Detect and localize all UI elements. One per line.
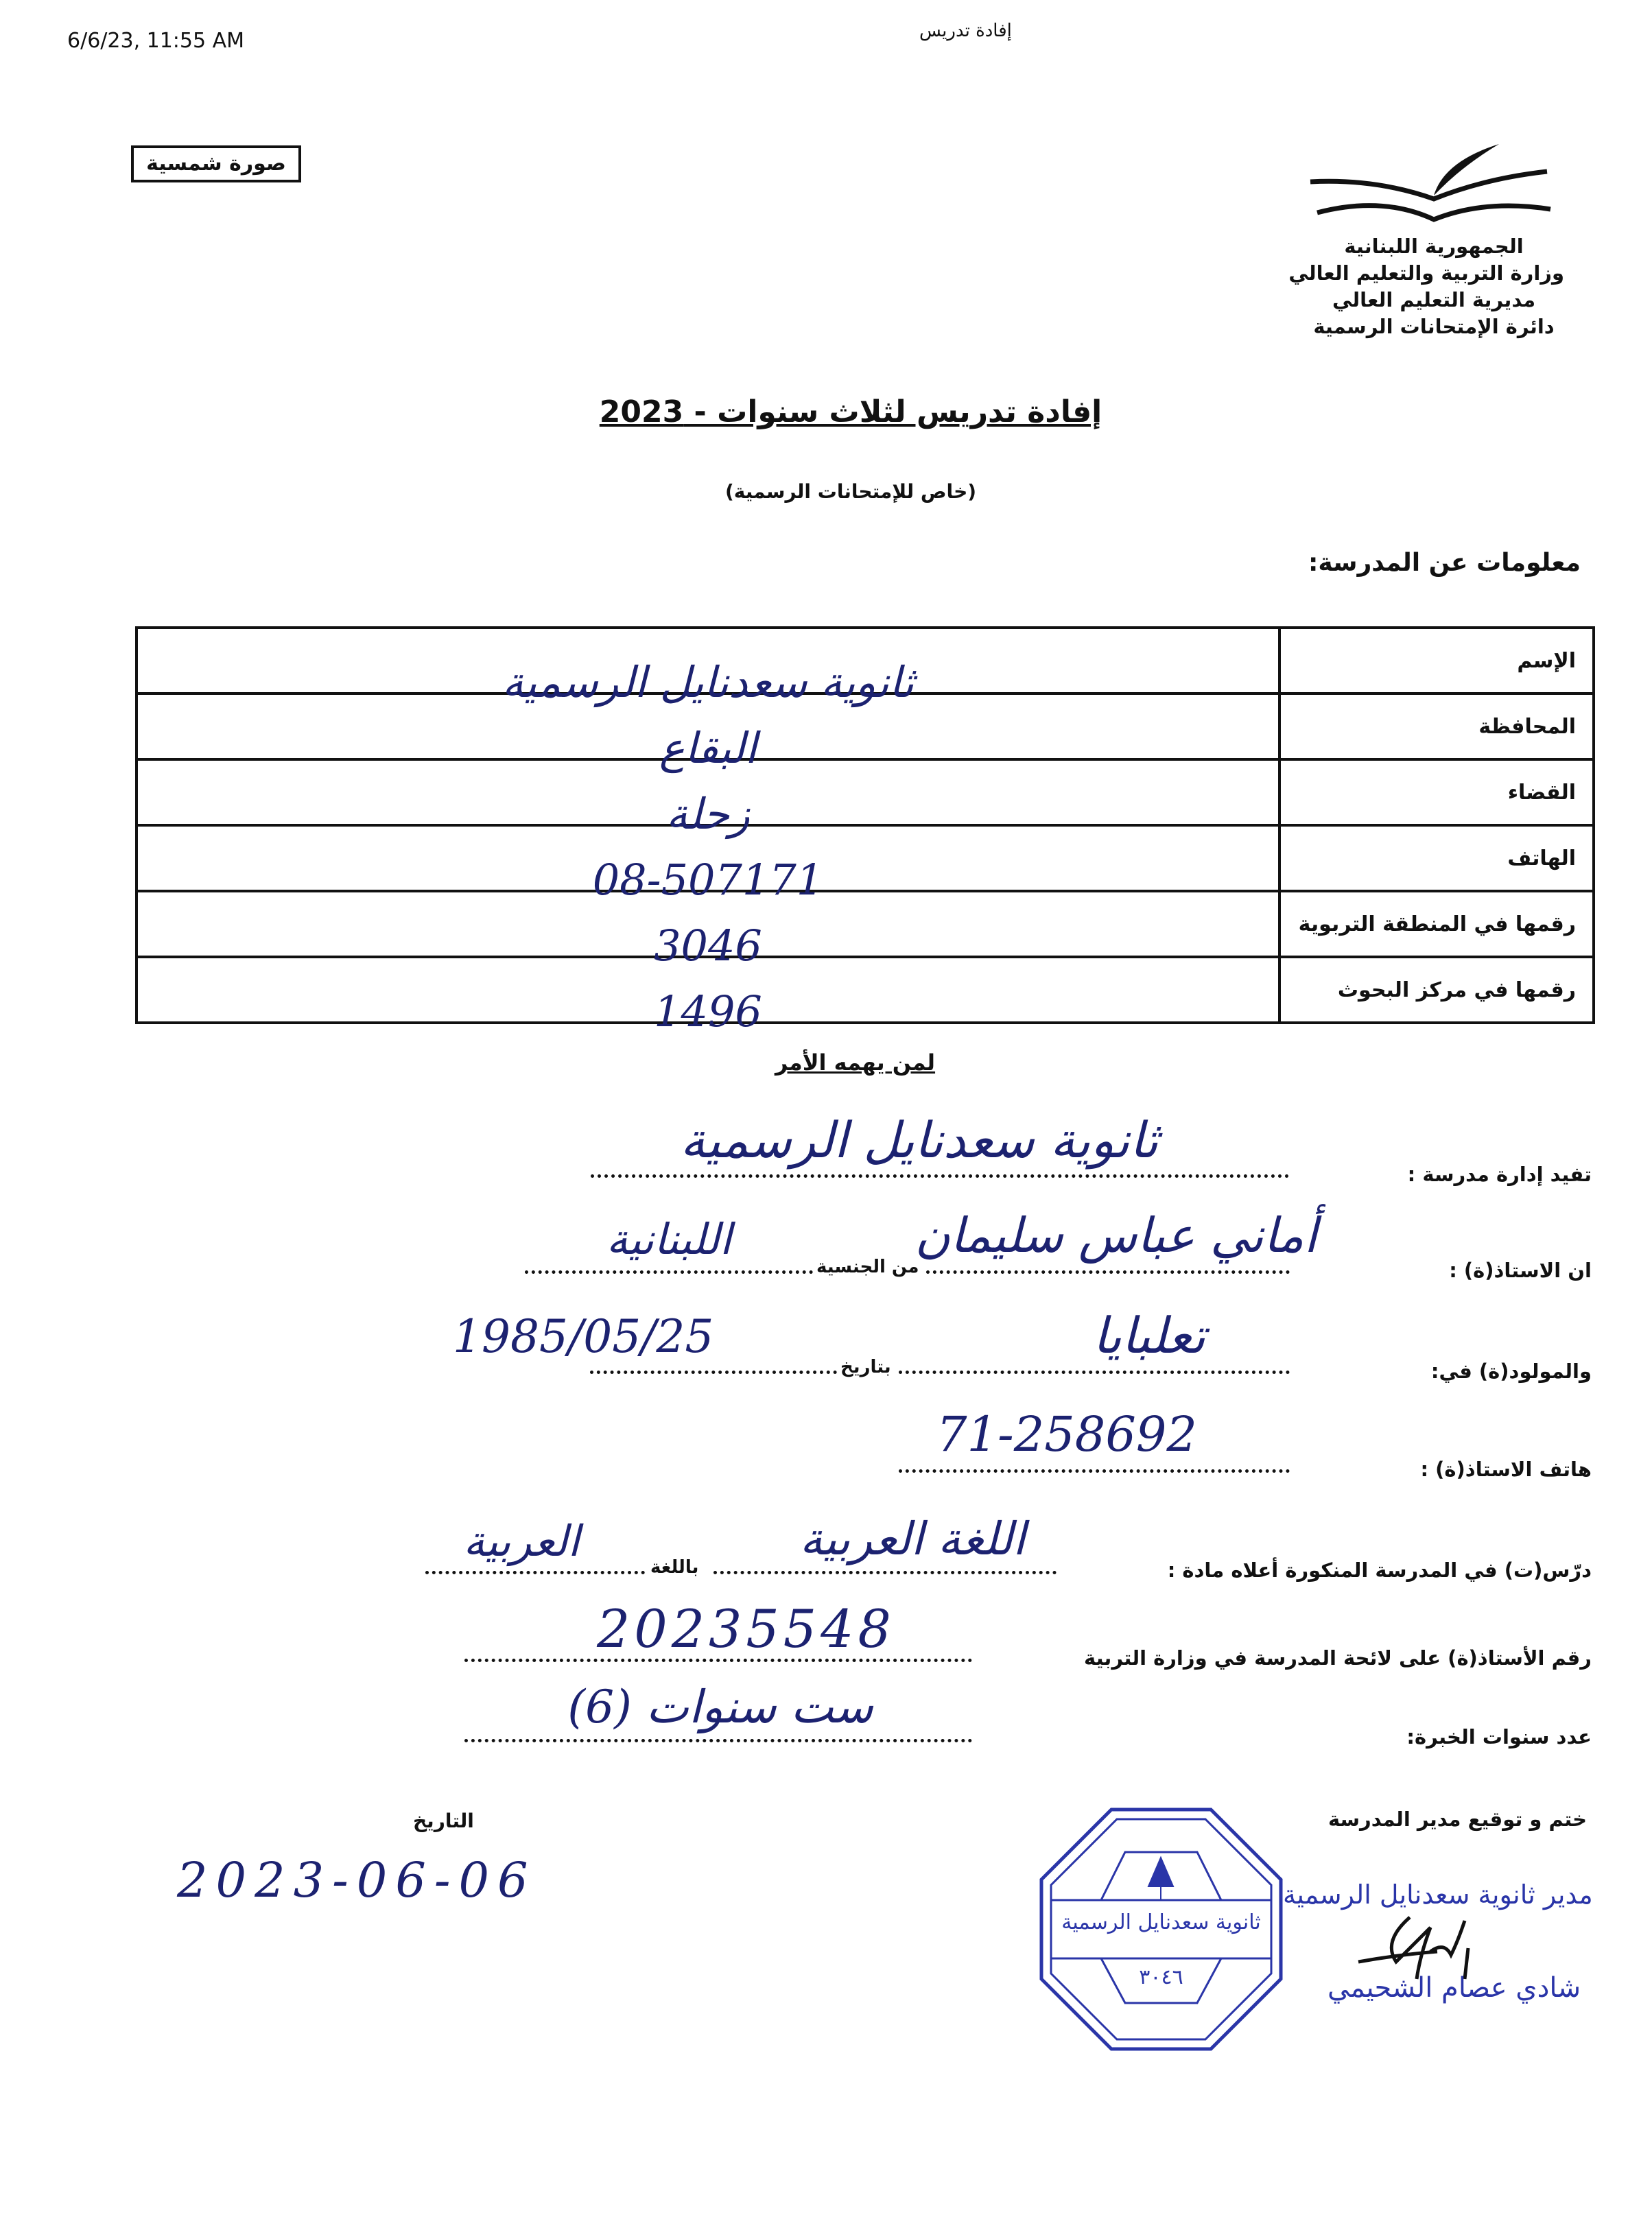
school-label: تفيد إدارة مدرسة : [1407, 1163, 1592, 1186]
birthdate-value: 1985/05/25 [453, 1310, 714, 1363]
print-timestamp: 6/6/23, 11:55 AM [67, 29, 245, 53]
birthplace-value: تعلبايا [1092, 1307, 1206, 1364]
to-whom-heading: لمن يهمه الأمر [775, 1050, 936, 1076]
experience-years-label: عدد سنوات الخبرة: [1406, 1725, 1592, 1749]
school-phone-label: الهاتف [1279, 825, 1594, 891]
nationality-label: من الجنسية [816, 1257, 919, 1277]
table-row [137, 759, 1594, 825]
ministry-line: وزارة التربية والتعليم العالي [1288, 261, 1564, 285]
stamp-center-text: ثانوية سعدنايل الرسمية [1061, 1910, 1261, 1934]
research-center-number-value: 1496 [654, 986, 762, 1036]
cedar-icon [1148, 1858, 1173, 1900]
birthdate-label: بتاريخ [840, 1357, 891, 1377]
school-info-table [135, 626, 1595, 1036]
region-number-value: 3046 [654, 921, 762, 971]
ministry-line: الجمهورية اللبنانية [1344, 235, 1524, 258]
registry-number-value: 20235548 [597, 1598, 895, 1659]
stamp-signature-label: ختم و توقيع مدير المدرسة [1328, 1808, 1587, 1831]
ministry-line: دائرة الإمتحانات الرسمية [1313, 315, 1555, 338]
school-name-value: ثانوية سعدنايل الرسمية [502, 657, 914, 707]
photo-box-label: صورة شمسية [146, 152, 286, 176]
date-label: التاريخ [413, 1810, 474, 1832]
teacher-dotted-line [926, 1270, 1290, 1274]
registry-number-label: رقم الأستاذ(ة) على لائحة المدرسة في وزارة التربية [1084, 1646, 1592, 1670]
district-value: زحلة [665, 789, 751, 839]
school-value: ثانوية سعدنايل الرسمية [680, 1111, 1159, 1169]
ministry-header [1288, 233, 1564, 340]
nationality-value: اللبنانية [606, 1214, 732, 1264]
research-center-number-label: رقمها في مركز البحوث [1279, 957, 1594, 1023]
photo-box [131, 145, 301, 182]
nationality-dotted-line [525, 1270, 813, 1274]
district-label: القضاء [1279, 759, 1594, 825]
teacher-label: ان الاستاذ(ة) : [1449, 1259, 1592, 1282]
school-dotted-line [591, 1174, 1289, 1178]
governorate-value: البقاع [659, 723, 757, 773]
date-value: 2023-06-06 [177, 1852, 536, 1908]
birthdate-dotted-line [590, 1371, 837, 1374]
school-info-heading: معلومات عن المدرسة: [1308, 549, 1581, 577]
table-row [137, 628, 1594, 694]
subject-label: درّس(ت) في المدرسة المنكورة أعلاه مادة : [1167, 1559, 1592, 1582]
experience-years-value: ست سنوات (6) [567, 1681, 873, 1733]
teacher-phone-value: 71-258692 [936, 1406, 1197, 1462]
table-row [137, 891, 1594, 957]
school-name-label: الإسم [1279, 628, 1594, 694]
ministry-logo-icon [1307, 141, 1554, 230]
document-title: إفادة تدريس لثلاث سنوات - 2023 [599, 394, 1102, 429]
teacher-phone-dotted-line [899, 1469, 1290, 1473]
ministry-line: مديرية التعليم العالي [1332, 288, 1536, 311]
language-label: باللغة [650, 1557, 699, 1578]
director-title: مدير ثانوية سعدنايل الرسمية [1283, 1880, 1593, 1910]
school-phone-value: 08-507171 [592, 855, 824, 905]
print-page-title: إفادة تدريس [919, 21, 1012, 41]
region-number-label: رقمها في المنطقة التربوية [1279, 891, 1594, 957]
birthplace-dotted-line [899, 1371, 1290, 1374]
director-name: شادي عصام الشحيمي [1328, 1972, 1581, 2004]
table-row [137, 957, 1594, 1023]
subject-value: اللغة العربية [799, 1513, 1026, 1565]
table-row [137, 694, 1594, 759]
language-dotted-line [425, 1571, 645, 1574]
experience-years-dotted-line [464, 1739, 972, 1742]
subject-dotted-line [713, 1571, 1057, 1574]
document-subtitle: (خاص للإمتحانات الرسمية) [724, 480, 977, 503]
language-value: العربية [463, 1516, 580, 1566]
governorate-label: المحافظة [1279, 694, 1594, 759]
teacher-phone-label: هاتف الاستاذ(ة) : [1420, 1458, 1592, 1481]
teacher-value: أماني عباس سليمان [914, 1207, 1317, 1264]
table-row [137, 825, 1594, 891]
stamp-number: ٣٠٤٦ [1139, 1965, 1183, 1989]
birthplace-label: والمولود(ة) في: [1430, 1360, 1592, 1383]
